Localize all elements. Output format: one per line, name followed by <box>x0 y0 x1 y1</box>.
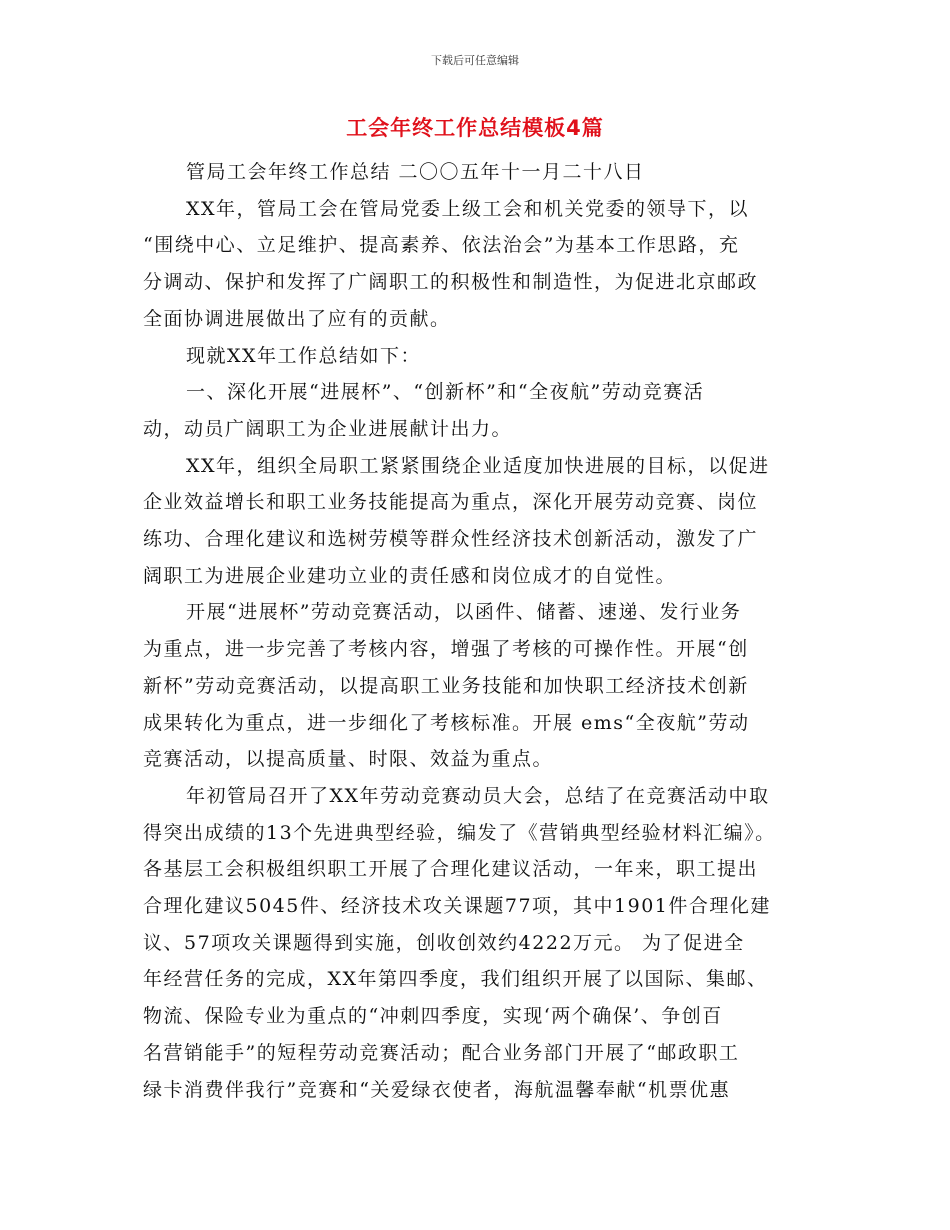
body-line: 全面协调进展做出了应有的贡献。 <box>143 308 451 330</box>
body-line: 为重点，进一步完善了考核内容，增强了考核的可操作性。开展“创 <box>143 638 749 660</box>
body-line: 企业效益增长和职工业务技能提高为重点，深化开展劳动竞赛、岗位 <box>143 491 759 513</box>
body-line: 合理化建议5045件、经济技术攻关课题77项，其中1901件合理化建 <box>143 895 771 917</box>
body-line: 练功、合理化建议和选树劳模等群众性经济技术创新活动，激发了广 <box>143 528 759 550</box>
body-line: 竞赛活动，以提高质量、时限、效益为重点。 <box>143 748 554 770</box>
body-line: 一、深化开展“进展杯”、“创新杯”和“全夜航”劳动竞赛活 <box>186 381 705 403</box>
body-line: 管局工会年终工作总结 二〇〇五年十一月二十八日 <box>186 161 645 183</box>
body-line: 绿卡消费伴我行”竞赛和“关爱绿衣使者，海航温馨奉献“机票优惠 <box>143 1079 731 1101</box>
body-line: 成果转化为重点，进一步细化了考核标准。开展 ems“全夜航”劳动 <box>143 712 750 734</box>
body-line: 物流、保险专业为重点的“冲刺四季度，实现‘两个确保’、争创百 <box>143 1005 723 1027</box>
body-line: 议、57项攻关课题得到实施，创收创效约4222万元。 为了促进全 <box>143 932 745 954</box>
body-line: 分调动、保护和发挥了广阔职工的积极性和制造性，为促进北京邮政 <box>143 271 759 293</box>
body-line: 各基层工会积极组织职工开展了合理化建议活动，一年来，职工提出 <box>143 858 759 880</box>
body-line: 得突出成绩的13个先进典型经验，编发了《营销典型经验材料汇编》。 <box>143 822 776 844</box>
body-line: “围绕中心、立足维护、提高素养、依法治会”为基本工作思路，充 <box>143 234 740 256</box>
body-line: 动，动员广阔职工为企业进展献计出力。 <box>143 418 513 440</box>
body-line: 现就XX年工作总结如下： <box>186 345 422 367</box>
document-title: 工会年终工作总结模板4篇 <box>346 116 604 140</box>
body-line: 名营销能手”的短程劳动竞赛活动；配合业务部门开展了“邮政职工 <box>143 1042 740 1064</box>
body-line: XX年，管局工会在管局党委上级工会和机关党委的领导下，以 <box>186 198 750 220</box>
body-line: 新杯”劳动竞赛活动，以提高职工业务技能和加快职工经济技术创新 <box>143 675 749 697</box>
body-line: 开展“进展杯”劳动竞赛活动，以函件、储蓄、速递、发行业务 <box>186 601 742 623</box>
body-line: 年初管局召开了XX年劳动竞赛动员大会，总结了在竞赛活动中取 <box>186 785 770 807</box>
body-line: XX年，组织全局职工紧紧围绕企业适度加快进展的目标，以促进 <box>186 455 770 477</box>
body-line: 年经营任务的完成，XX年第四季度，我们组织开展了以国际、集邮、 <box>143 968 768 990</box>
body-line: 阔职工为进展企业建功立业的责任感和岗位成才的自觉性。 <box>143 565 677 587</box>
header-note: 下载后可任意编辑 <box>431 54 519 67</box>
